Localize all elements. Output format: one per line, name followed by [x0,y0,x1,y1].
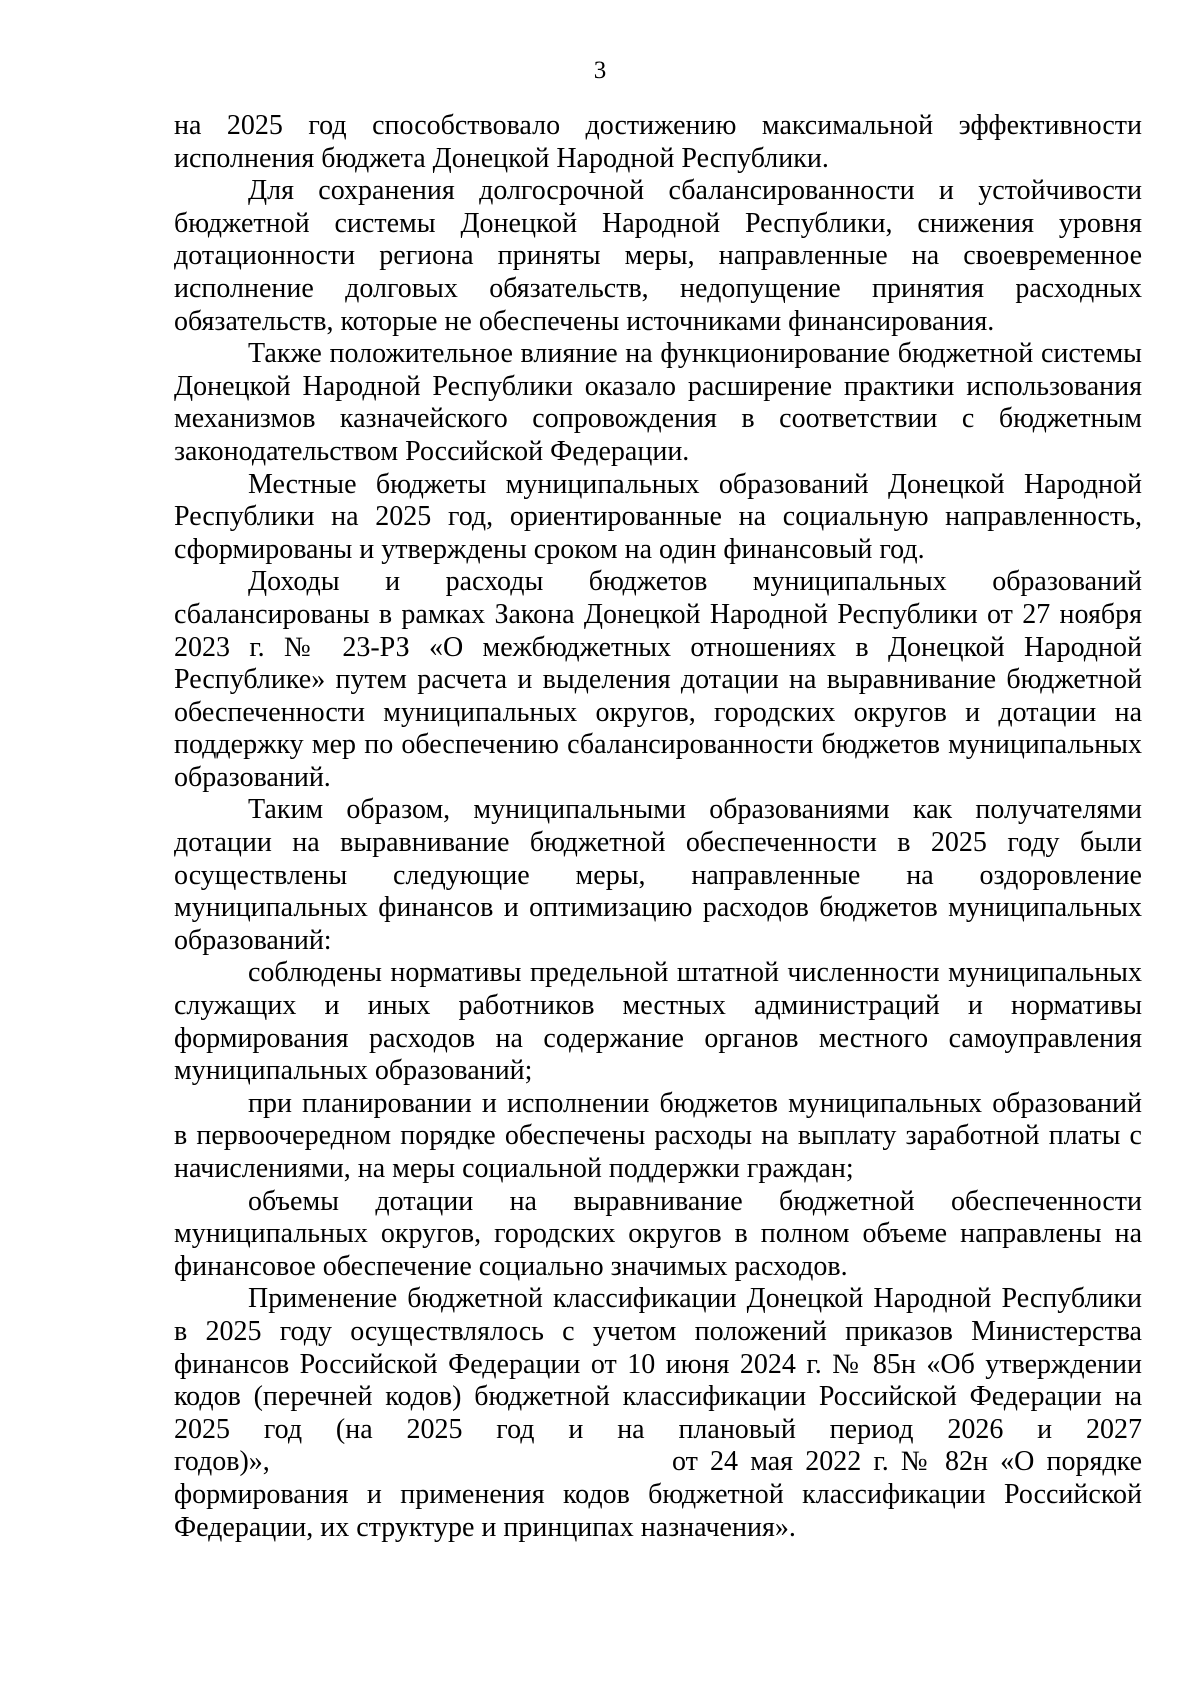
list-item-subsidy-volumes: объемы дотации на выравнивание бюджетной обеспеченности муниципальных округов, городских округов в полном объеме направлены на финансовое обеспечение социально значимых расходов. [174,1185,1142,1282]
paragraph-treasury-support: Также положительное влияние на функционирование бюджетной системы Донецкой Народной Республики оказало расширение практики использования механизмов казначейского сопровождения в соответствии с бюджетным законодательством Российской Федерации. [174,338,1142,467]
gap-line [174,1446,1142,1479]
gap-line-right: от 24 мая 2022 г. № 82н «О порядке [672,1446,1142,1478]
document-body [174,110,1142,1544]
page-number: 3 [593,57,607,84]
paragraph-measures-intro: Таким образом, муниципальными образованиями как получателями дотации на выравнивание бюджетной обеспеченности в 2025 году были осуществлены следующие меры, направленные на оздоровление муниципальных финансов и оптимизацию расходов бюджетов муниципальных образований: [174,794,1142,956]
paragraph-continuation: на 2025 год способствовало достижению максимальной эффективности исполнения бюджета Донецкой Народной Республики. [174,110,1142,174]
paragraph-local-budgets: Местные бюджеты муниципальных образований Донецкой Народной Республики на 2025 год, ориентированные на социальную направленность, сформированы и утверждены сроком на один финансовый год. [174,468,1142,565]
paragraph-classification-end: формирования и применения кодов бюджетной классификации Российской Федерации, их структуре и принципах назначения». [174,1478,1142,1543]
gap-line-left: годов)», [174,1446,270,1478]
list-item-staffing-norms: соблюдены нормативы предельной штатной численности муниципальных служащих и иных работников местных администраций и нормативы формирования расходов на содержание органов местного самоуправления муниципальных образований; [174,957,1142,1087]
paragraph-revenues-expenses: Доходы и расходы бюджетов муниципальных образований сбалансированы в рамках Закона Донецкой Народной Республики от 27 ноября 2023 г. № 23-РЗ «О межбюджетных отношениях в Донецкой Народной Республике» путем расчета и выделения дотации на выравнивание бюджетной обеспеченности муниципальных округов, городских округов и дотации на поддержку мер по обеспечению сбалансированности бюджетов муниципальных образований. [174,566,1142,793]
paragraph-budget-classification: Применение бюджетной классификации Донецкой Народной Республики в 2025 году осуществлялось с учетом положений приказов Министерства финансов Российской Федерации от 10 июня 2024 г. № 85н «Об утверждении кодов (перечней кодов) бюджетной классификации Российской Федерации на 2025 год (на 2025 год и на плановый период 2026 и 2027 [174,1283,1142,1445]
list-item-priority-expenses: при планировании и исполнении бюджетов муниципальных образований в первоочередном порядке обеспечены расходы на выплату заработной платы с начислениями, на меры социальной поддержки граждан; [174,1087,1142,1184]
paragraph-long-term-balance: Для сохранения долгосрочной сбалансированности и устойчивости бюджетной системы Донецкой Народной Республики, снижения уровня дотационности региона приняты меры, направленные на своевременное исполнение долговых обязательств, недопущение принятия расходных обязательств, которые не обеспечены источниками финансирования. [174,175,1142,337]
